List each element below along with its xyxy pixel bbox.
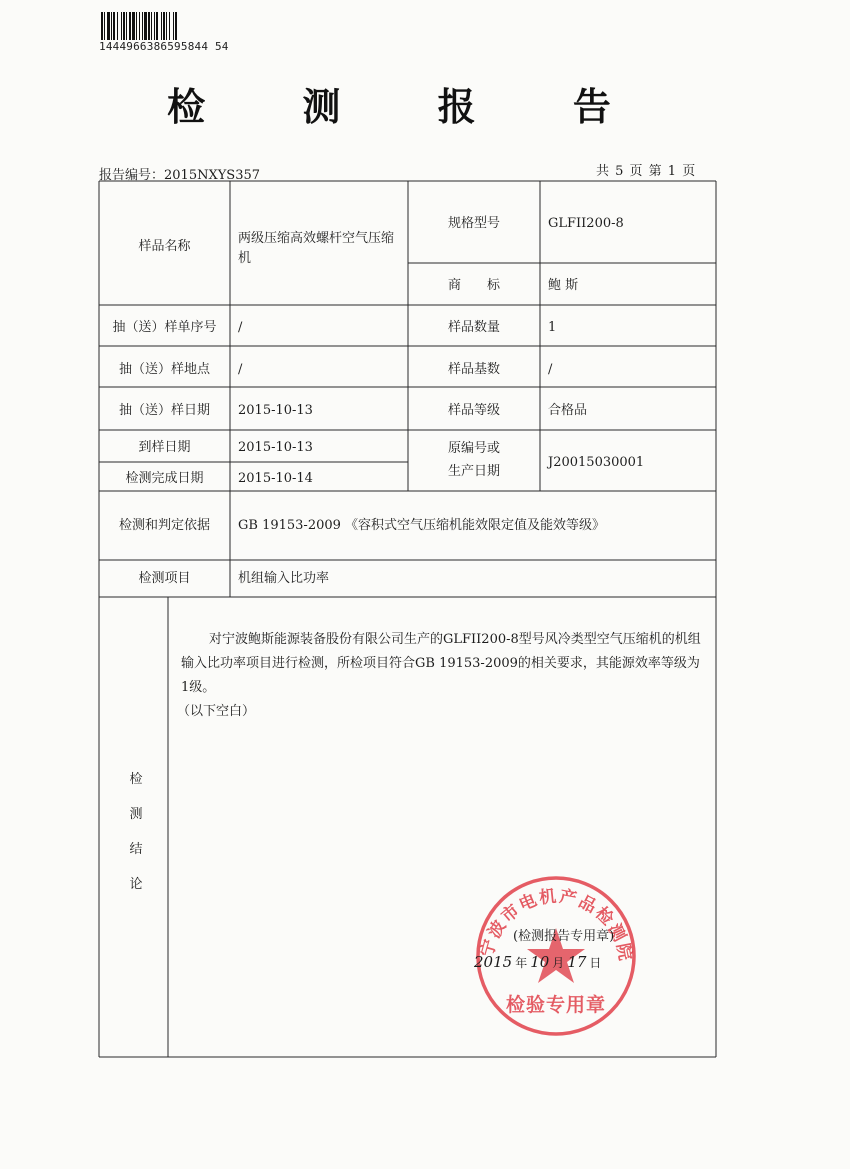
sample-name-value: 两级压缩高效螺杆空气压缩机 [238, 231, 395, 266]
finish-date-label: 检测完成日期 [125, 471, 204, 486]
arrival-date-label: 到样日期 [138, 440, 191, 455]
sample-order-value: / [238, 320, 243, 335]
basis-label: 检测和判定依据 [118, 518, 210, 533]
conclusion-label-char: 结 [129, 842, 143, 857]
stamp-label: (检测报告专用章) [513, 929, 615, 944]
original-no-value: J20015030001 [548, 455, 645, 470]
barcode-number: 1444966386595844 54 [99, 40, 229, 53]
sample-name-label: 样品名称 [138, 239, 191, 254]
sample-date-label: 抽（送）样日期 [118, 403, 210, 418]
report-title: 检 测 报 告 [167, 84, 653, 129]
report-number: 报告编号：2015NXYS357 [99, 168, 261, 183]
model-value: GLFII200-8 [548, 216, 624, 231]
date-day-unit: 日 [589, 956, 602, 970]
svg-text:宁波市电机产品检测院: 宁波市电机产品检测院 [477, 886, 636, 965]
sample-place-value: / [238, 362, 243, 377]
quantity-label: 样品数量 [447, 320, 500, 335]
svg-text:检验专用章: 检验专用章 [505, 994, 607, 1016]
conclusion-paragraph: 对宁波鲍斯能源装备股份有限公司生产的GLFII200-8型号风冷类型空气压缩机的机组输入比功率项目进行检测，所检项目符合GB 19153-2009的相关要求，其能源效率等级为1级。 [181, 632, 701, 695]
barcode-image [101, 12, 225, 42]
sample-order-label: 抽（送）样单序号 [112, 320, 217, 335]
conclusion-label [124, 768, 148, 908]
date-month: 10 [530, 953, 550, 971]
model-label: 规格型号 [447, 216, 500, 231]
conclusion-label-char: 检 [129, 772, 143, 787]
conclusion-label-char: 论 [129, 877, 143, 892]
page-info: 共 5 页 第 1 页 [596, 164, 697, 179]
grade-label: 样品等级 [447, 403, 500, 418]
date-year: 2015 [474, 953, 513, 971]
test-item-label: 检测项目 [138, 571, 191, 586]
arrival-date-value: 2015-10-13 [238, 440, 313, 455]
original-no-label-2: 生产日期 [447, 464, 500, 479]
base-label: 样品基数 [447, 362, 500, 377]
sample-place-label: 抽（送）样地点 [118, 362, 210, 377]
date-month-unit: 月 [552, 956, 565, 970]
blank-note: （以下空白） [177, 704, 256, 719]
date-day: 17 [567, 953, 587, 971]
finish-date-value: 2015-10-14 [238, 471, 313, 486]
grade-value: 合格品 [548, 403, 588, 418]
brand-label: 商 标 [447, 278, 500, 293]
conclusion-label-char: 测 [129, 807, 143, 822]
basis-value: GB 19153-2009 《容积式空气压缩机能效限定值及能效等级》 [238, 518, 606, 533]
date-year-unit: 年 [515, 956, 528, 970]
signing-date [474, 953, 604, 971]
sample-date-value: 2015-10-13 [238, 403, 313, 418]
original-no-label-1: 原编号或 [447, 441, 500, 456]
quantity-value: 1 [548, 320, 557, 335]
brand-value: 鲍 斯 [548, 278, 579, 293]
test-item-value: 机组输入比功率 [238, 571, 330, 586]
conclusion-text [177, 628, 701, 724]
base-value: / [548, 362, 553, 377]
